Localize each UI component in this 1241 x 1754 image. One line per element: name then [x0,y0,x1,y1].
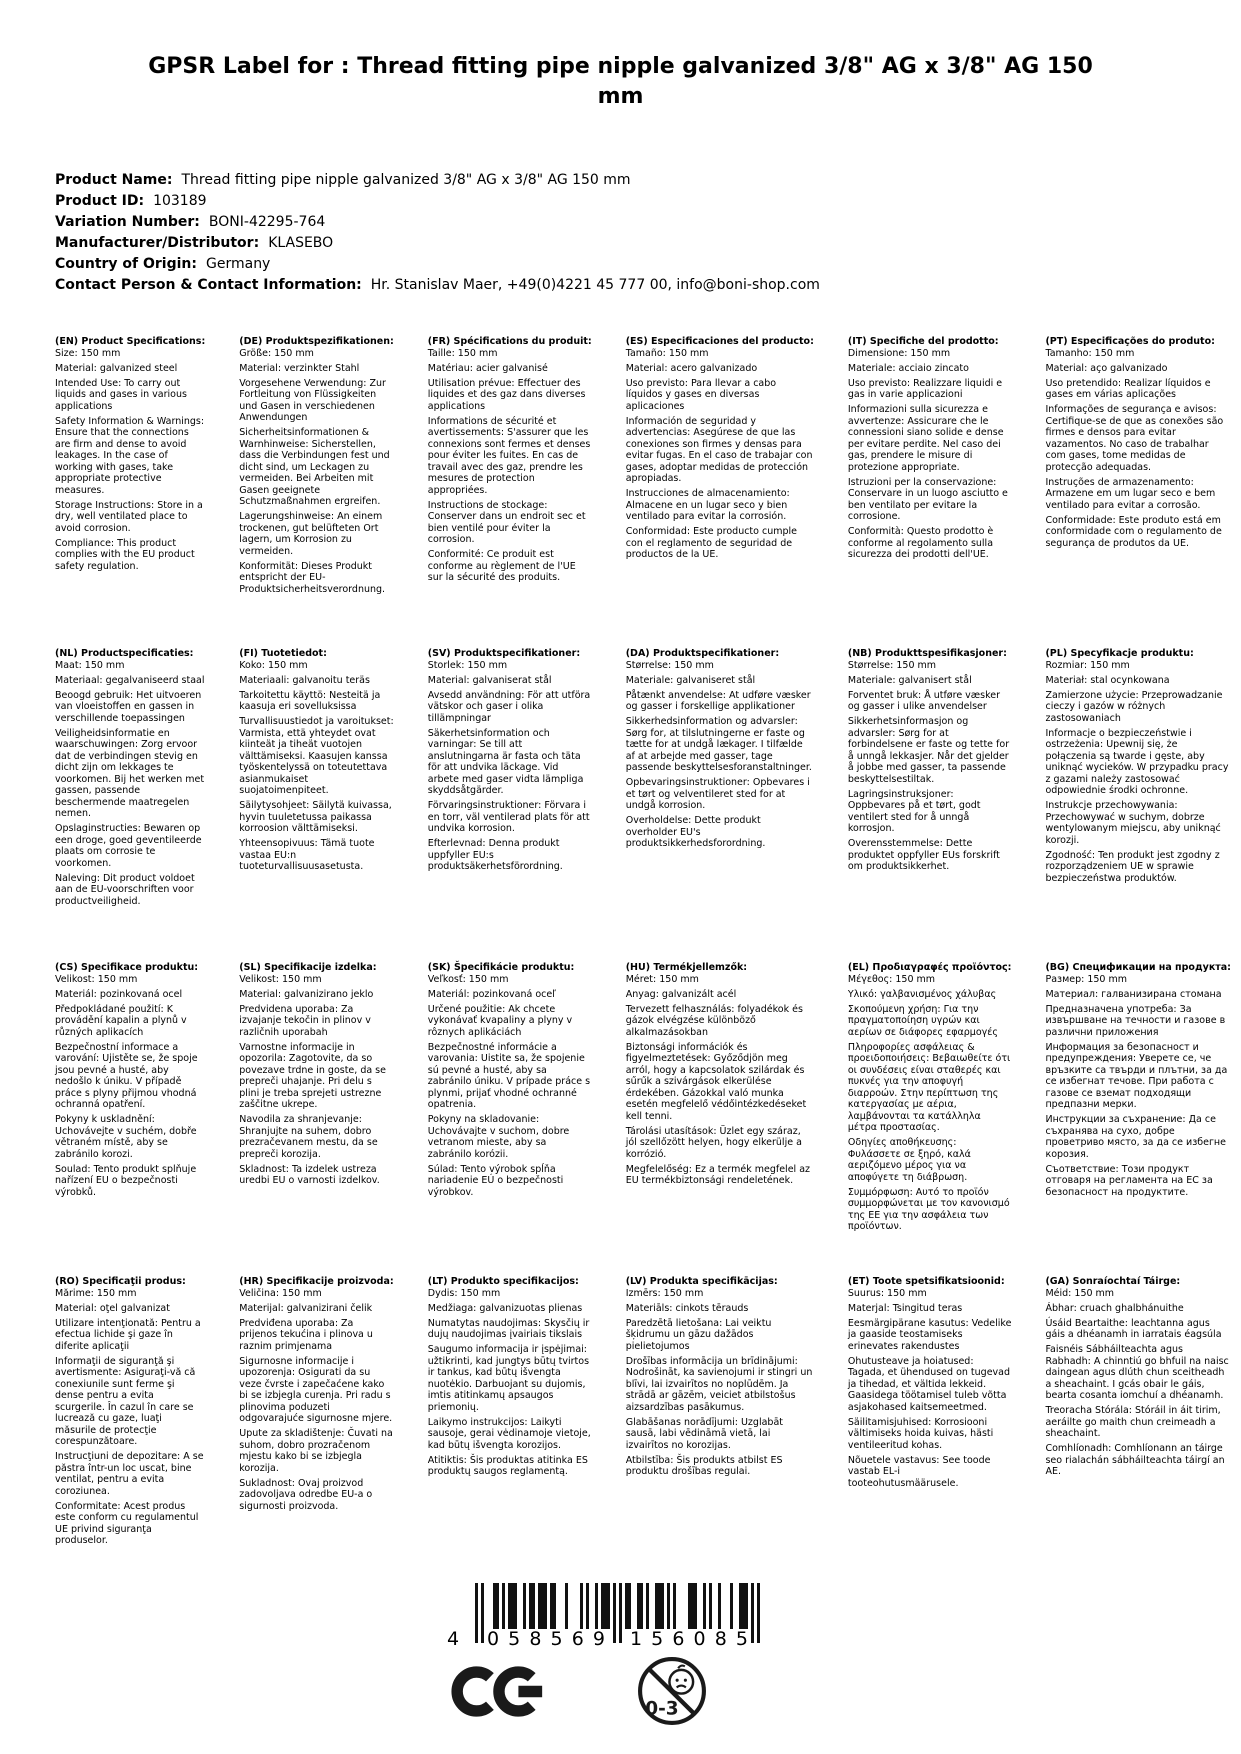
spec-paragraph: Tamaño: 150 mm [625,347,709,359]
spec-paragraph: Koko: 150 mm [239,659,308,671]
spec-block-lt [428,1276,616,1550]
spec-block-sv [428,648,616,962]
spec-block-da [626,648,838,962]
spec-paragraph: Tarkoitettu käyttö: Nesteitä ja kaasuja eri sovelluksissa [239,689,381,712]
spec-paragraph: Turvallisuustiedot ja varoitukset: Varmista, että yhteydet ovat kiinteät ja tiheät vuotojen välttämiseksi. Kaasujen kanssa työskentelyssä on toteutettava asianmukaiset suojatoimenpiteet. [239,716,394,796]
spec-block-sl [239,962,418,1276]
spec-paragraph: Bezpečnostné informácie a varovania: Uistite sa, že spojenie sú pevné a husté, aby sa zabránilo úniku. V prípade práce s plynmi, prijať vhodné ochranné opatrenia. [427,1041,591,1110]
spec-block-ga [1045,1276,1241,1550]
spec-header-pl: (PL) Specyfikacje produktu: [1045,648,1194,659]
spec-paragraph: Информация за безопасност и предупреждения: Уверете се, че връзките са твърди и плътни, за да се избегнат течове. При работа с газове се вземат подходящи предпазни мерки. [1045,1041,1228,1110]
spec-block-et [848,1276,1036,1550]
spec-header-nb: (NB) Produkttspesifikasjoner: [847,648,1007,659]
spec-paragraph: Størrelse: 150 mm [847,659,937,671]
spec-paragraph: Méid: 150 mm [1045,1287,1115,1299]
spec-paragraph: Material: aço galvanizado [1045,362,1168,374]
spec-paragraph: Storlek: 150 mm [427,659,508,671]
spec-paragraph: Materiale: galvanisert stål [847,674,972,686]
spec-paragraph: Uso pretendido: Realizar líquidos e gases em várias aplicações [1045,377,1211,400]
spec-paragraph: Dydis: 150 mm [427,1287,501,1299]
spec-paragraph: Medžiaga: galvanizuotas plienas [427,1302,583,1314]
product-id-value: 103189 [153,193,207,209]
spec-paragraph: Atbilstība: Šis produkts atbilst ES produktu drošības regulai. [625,1454,783,1477]
spec-paragraph: Yhteensopivuus: Tämä tuote vastaa EU:n tuoteturvallisuusasetusta. [239,838,375,872]
spec-paragraph: Izmērs: 150 mm [625,1287,704,1299]
spec-paragraph: Förvaringsinstruktioner: Förvara i en torr, väl ventilerad plats för att undvika korrosion. [427,800,590,834]
spec-block-en [55,336,229,648]
spec-paragraph: Säilytysohjeet: Säilytä kuivassa, hyvin tuuletetussa paikassa korroosion välttämiseksi. [239,800,392,834]
spec-paragraph: Materiale: acciaio zincato [847,362,969,374]
spec-paragraph: Compliance: This product complies with the EU product safety regulation. [55,537,195,572]
spec-paragraph: Størrelse: 150 mm [625,659,714,671]
spec-header-nl: (NL) Productspecificaties: [55,648,194,659]
spec-paragraph: Pokyny k uskladnění: Uchovávejte v suchém, dobře větraném místě, aby se zabránilo korozi. [55,1114,197,1160]
product-info-row [55,233,1186,254]
spec-header-ga: (GA) Sonraíochtaí Táirge: [1045,1276,1181,1287]
spec-paragraph: Megfelelőség: Ez a termék megfelel az EU termékbiztonsági rendeletének. [625,1163,811,1186]
country-of-origin-value: Germany [206,256,271,272]
spec-paragraph: Materiaali: galvanoitu teräs [239,674,370,686]
spec-paragraph: Efterlevnad: Denna produkt uppfyller EU:s produktsäkerhetsförordning. [427,838,563,872]
spec-paragraph: Instrucciones de almacenamiento: Almacene en un lugar seco y bien ventilado para evitar la corrosión. [625,488,790,522]
spec-paragraph: Conformità: Questo prodotto è conforme al regolamento sulla sicurezza dei prodotti dell'UE. [847,526,994,560]
spec-paragraph: Conformité: Ce produit est conforme au règlement de l'UE sur la sécurité des produits. [427,549,576,583]
spec-paragraph: Forventet bruk: Å utføre væsker og gasser i ulike anvendelser [847,689,1000,712]
spec-paragraph: Предназначена употреба: За извършване на течности и газове в различни приложения [1045,1003,1226,1038]
spec-paragraph: Méret: 150 mm [625,973,699,985]
spec-paragraph: Veiligheidsinformatie en waarschuwingen: Zorg ervoor dat de verbindingen stevig en dicht zijn om lekkages te voorkomen. Bij het werken met gassen, passende beschermende maatregelen nemen. [55,727,205,819]
spec-paragraph: Nõuetele vastavus: See toode vastab EL-i tooteohutusmäärusele. [847,1454,991,1489]
spec-paragraph: Konformität: Dieses Produkt entspricht der EU-Produktsicherheitsverordnung. [239,560,386,595]
spec-block-pl [1045,648,1241,962]
spec-paragraph: Atitiktis: Šis produktas atitinka ES produktų saugos reglamentą. [427,1454,588,1477]
spec-block-hu [626,962,838,1276]
spec-paragraph: Súlad: Tento výrobok spĺňa nariadenie EÚ o bezpečnosti výrobkov. [427,1163,564,1198]
spec-paragraph: Informações de segurança e avisos: Certifique-se de que as conexões são firmes e densos para evitar vazamentos. No caso de trabalhar com gases, tome medidas de protecção adequadas. [1045,404,1224,473]
spec-paragraph: Material: galvanizirano jeklo [239,988,374,1000]
spec-header-el: (EL) Προδιαγραφές προϊόντος: [847,962,1012,973]
spec-block-nb [848,648,1036,962]
page-title-wrap [0,52,1241,112]
spec-paragraph: Materjal: Tsingitud teras [847,1302,963,1314]
spec-block-fr [428,336,616,648]
spec-header-sl: (SL) Specifikacije izdelka: [239,962,377,973]
spec-paragraph: Size: 150 mm [55,347,121,359]
product-info-row [55,170,1186,191]
spec-paragraph: Beoogd gebruik: Het uitvoeren van vloeistoffen en gassen in verschillende toepassingen [55,689,202,724]
spec-header-lt: (LT) Produkto specifikacijos: [427,1276,579,1287]
spec-paragraph: Taille: 150 mm [427,347,498,359]
spec-paragraph: Veľkosť: 150 mm [427,973,509,985]
spec-header-en: (EN) Product Specifications: [55,336,206,347]
spec-paragraph: Opslaginstructies: Bewaren op een droge, goed geventileerde plaats om corrosie te voorkomen. [55,823,202,869]
spec-paragraph: Материал: галванизирана стомана [1045,988,1222,1000]
barcode-digits-group1: 058569 [486,1628,605,1649]
spec-paragraph: Varnostne informacije in opozorila: Zagotovite, da so povezave trdne in goste, da se prepreči uhajanje. Pri delu s plini je treba sprejeti ustrezne zaščitne ukrepe. [239,1041,386,1110]
spec-paragraph: Úsáid Beartaithe: leachtanna agus gáis a dhéanamh in iarratais éagsúla [1045,1317,1222,1340]
spec-paragraph: Materijal: galvanizirani čelik [239,1302,373,1314]
ean13-barcode [445,1583,765,1649]
contact-value: Hr. Stanislav Maer, +49(0)4221 45 777 00, info@boni-shop.com [370,277,820,293]
spec-paragraph: Lagerungshinweise: An einem trockenen, gut belüfteten Ort lagern, um Korrosion zu vermeiden. [239,511,383,557]
spec-paragraph: Uso previsto: Para llevar a cabo líquidos y gases en diversas aplicaciones [625,377,777,412]
spec-paragraph: Material: galvanized steel [55,362,178,374]
spec-paragraph: Material: acero galvanizado [625,362,758,374]
spec-paragraph: Informacje o bezpieczeństwie i ostrzeżenia: Upewnij się, że połączenia są twarde i gęste, aby uniknąć wycieków. W przypadku pracy z gazami należy zastosować odpowiednie środki ochronne. [1045,727,1229,796]
spec-paragraph: Vorgesehene Verwendung: Zur Fortleitung von Flüssigkeiten und Gasen in verschiedenen Anwendungen [239,377,386,423]
spec-paragraph: Anyag: galvanizált acél [625,988,737,1000]
spec-header-pt: (PT) Especificações do produto: [1045,336,1215,347]
spec-paragraph: Material: galvaniserat stål [427,674,552,686]
spec-block-nl [55,648,229,962]
spec-paragraph: Ábhar: cruach ghalbhánuithe [1045,1302,1184,1314]
spec-paragraph: Utilisation prévue: Effectuer des liquides et des gaz dans diverses applications [427,377,586,412]
spec-header-it: (IT) Specifiche del prodotto: [847,336,999,347]
barcode-area [0,1583,1225,1649]
spec-header-hu: (HU) Termékjellemzők: [625,962,748,973]
spec-header-sk: (SK) Špecifikácie produktu: [427,962,575,973]
spec-paragraph: Informations de sécurité et avertissements: S'assurer que les connexions sont fermes et denses pour éviter les fuites. En cas de travail avec des gaz, prendre les mesures de protection appropriées. [427,415,591,496]
spec-paragraph: Faisnéis Sábháilteachta agus Rabhadh: A chinntiú go bhfuil na naisc daingean agus dlúth chun sceitheadh a sheachaint. I gcás obair le gáis, bearta cosanta iomchuí a dhéanamh. [1045,1344,1229,1401]
spec-header-de: (DE) Produktspezifikationen: [239,336,394,347]
spec-paragraph: Materiāls: cinkots tērauds [625,1302,749,1314]
spec-paragraph: Velikost: 150 mm [239,973,322,985]
spec-paragraph: Upute za skladištenje: Čuvati na suhom, dobro prozračenom mjestu kako bi se izbjegla korozija. [239,1428,393,1474]
spec-header-hr: (HR) Specifikacije proizvoda: [239,1276,394,1287]
spec-header-fi: (FI) Tuotetiedot: [239,648,327,659]
spec-paragraph: Biztonsági információk és figyelmeztetések: Győződjön meg arról, hogy a kapcsolatok szilárdak és sűrűk a szivárgások elkerülése érdekében. Gázokkal való munka esetén megfelelő védőintézkedéseket kell tenni. [625,1041,807,1122]
spec-header-ro: (RO) Specificaţii produs: [55,1276,186,1287]
spec-paragraph: Säilitamisjuhised: Korrosiooni vältimiseks hoida kuivas, hästi ventileeritud kohas. [847,1416,994,1451]
product-info-row [55,275,1186,296]
spec-block-pt [1045,336,1241,648]
spec-header-bg: (BG) Спецификации на продукта: [1045,962,1231,973]
spec-paragraph: Utilizare intenţionată: Pentru a efectua lichide şi gaze în diferite aplicaţii [55,1317,201,1352]
spec-paragraph: Instructions de stockage: Conserver dans un endroit sec et bien ventilé pour éviter la corrosion. [427,499,586,545]
spec-paragraph: Materiál: pozinkovaná oceľ [427,988,556,1000]
spec-paragraph: Drošības informācija un brīdinājumi: Nodrošināt, ka savienojumi ir stingri un blīvi, lai izvairītos no noplūdēm. Ja strādā ar gāzēm, veiciet atbilstošus aizsardzības pasākumus. [625,1355,813,1413]
spec-paragraph: Informazioni sulla sicurezza e avvertenze: Assicurare che le connessioni siano solide e dense per evitare perdite. Nel caso dei gas, prendere le misure di protezione appropriate. [847,404,1004,473]
spec-paragraph: Predviđena uporaba: Za prijenos tekućina i plinova u raznim primjenama [239,1317,373,1352]
spec-paragraph: Säkerhetsinformation och varningar: Se till att anslutningarna är fasta och täta för att undvika läckage. Vid arbete med gaser vidta lämpliga skyddsåtgärder. [427,727,584,796]
spec-paragraph: Storage Instructions: Store in a dry, well ventilated place to avoid corrosion. [55,499,203,534]
spec-paragraph: Размер: 150 mm [1045,973,1127,985]
spec-paragraph: Předpokládané použití: K provádění kapalin a plynů v různých aplikacích [55,1003,187,1038]
spec-header-es: (ES) Especificaciones del producto: [625,336,814,347]
spec-paragraph: Maat: 150 mm [55,659,125,671]
spec-paragraph: Uso previsto: Realizzare liquidi e gas in varie applicazioni [847,377,1003,400]
manufacturer-label: Manufacturer/Distributor: [55,235,260,251]
spec-paragraph: Safety Information & Warnings: Ensure that the connections are firm and dense to avoid leakages. In the case of working with gases, take appropriate protective measures. [55,415,205,496]
spec-paragraph: Instrucţiuni de depozitare: A se păstra într-un loc uscat, bine ventilat, pentru a evita coroziunea. [55,1451,204,1497]
product-info [55,170,1186,296]
spec-paragraph: Matériau: acier galvanisé [427,362,548,374]
spec-paragraph: Numatytas naudojimas: Skysčių ir dujų naudojimas įvairiais tikslais [427,1317,590,1340]
contact-label: Contact Person & Contact Information: [55,277,362,293]
spec-paragraph: Rozmiar: 150 mm [1045,659,1130,671]
spec-header-sv: (SV) Produktspecifikationer: [427,648,581,659]
spec-header-fr: (FR) Spécifications du produit: [427,336,592,347]
spec-paragraph: Zamierzone użycie: Przeprowadzanie cieczy i gazów w różnych zastosowaniach [1045,689,1223,724]
variation-number-value: BONI-42295-764 [208,214,326,230]
spec-paragraph: Naleving: Dit product voldoet aan de EU-voorschriften voor productveiligheid. [55,872,195,907]
spec-paragraph: Material: oţel galvanizat [55,1302,170,1314]
spec-header-lv: (LV) Produkta specifikācijas: [625,1276,778,1287]
spec-paragraph: Dimensione: 150 mm [847,347,951,359]
spec-paragraph: Μέγεθος: 150 mm [847,973,936,985]
spec-paragraph: Predvidena uporaba: Za izvajanje tekočin in plinov v različnih uporabah [239,1003,371,1038]
spec-paragraph: Veličina: 150 mm [239,1287,322,1299]
spec-paragraph: Comhlíonadh: Comhlíonann an táirge seo rialachán sábháilteachta táirgí an AE. [1045,1443,1225,1477]
spec-block-hr [239,1276,418,1550]
spec-paragraph: Saugumo informacija ir įspėjimai: užtikrinti, kad jungtys būtų tvirtos ir tankus, kad būtų išvengta nuotėkio. Darbuojant su dujomis, imtis atitinkamų apsaugos priemonių. [427,1344,590,1413]
spec-paragraph: Velikost: 150 mm [55,973,138,985]
spec-paragraph: Sikkerhedsinformation og advarsler: Sørg for, at tilslutningerne er faste og tætte for at undgå lækager. I tilfælde af at arbejde med gasser, tage passende beskyttelsesforanstaltninger. [625,716,812,773]
spec-paragraph: Información de seguridad y advertencias: Asegúrese de que las conexiones son firmes y densas para evitar fugas. En el caso de trabajar con gases, adoptar medidas de protección apropiadas. [625,415,813,484]
spec-paragraph: Tamanho: 150 mm [1045,347,1135,359]
spec-paragraph: Intended Use: To carry out liquids and gases in various applications [55,377,187,412]
spec-paragraph: Materiale: galvaniseret stål [625,674,756,686]
spec-paragraph: Sigurnosne informacije i upozorenja: Osigurati da su veze čvrste i zapečaćene kako bi se izbjegla curenja. Pri radu s plinovima poduzeti odgovarajuće sigurnosne mjere. [239,1355,393,1424]
spec-header-et: (ET) Toote spetsifikatsioonid: [847,1276,1005,1287]
language-spec-grid [55,336,1231,1550]
spec-paragraph: Soulad: Tento produkt splňuje nařízení EU o bezpečnosti výrobků. [55,1163,197,1198]
product-info-row [55,254,1186,275]
spec-paragraph: Material: verzinkter Stahl [239,362,360,374]
spec-paragraph: Materiał: stal ocynkowana [1045,674,1170,686]
spec-paragraph: Istruzioni per la conservazione: Conservare in un luogo asciutto e ben ventilato per evitare la corrosione. [847,476,1008,522]
spec-header-cs: (CS) Specifikace produktu: [55,962,199,973]
spec-paragraph: Tárolási utasítások: Üzlet egy száraz, jól szellőzött helyen, hogy elkerülje a korrózió. [625,1125,802,1160]
spec-paragraph: Sikkerhetsinformasjon og advarsler: Sørg for at forbindelsene er faste og tette for å unngå lekkasjer. Når det gjelder å jobbe med gasser, ta passende beskyttelsestiltak. [847,716,1010,785]
spec-paragraph: Πληροφορίες ασφάλειας & προειδοποιήσεις: Βεβαιωθείτε ότι οι συνδέσεις είναι σταθερές και πυκνές για την αποφυγή διαρροών. Στην περίπτωση της κατεργασίας με αέρια, λαμβάνονται τα κατάλληλα μέτρα προστασίας. [847,1041,1011,1133]
barcode-digits-group2: 156085 [629,1628,748,1649]
spec-block-es [626,336,838,648]
spec-paragraph: Materiaal: gegalvaniseerd staal [55,674,205,686]
spec-paragraph: Conformidad: Este producto cumple con el reglamento de seguridad de productos de la UE. [625,526,798,560]
spec-paragraph: Opbevaringsinstruktioner: Opbevares i et tørt og velventileret sted for at undgå korrosion. [625,777,810,811]
spec-block-el [848,962,1036,1276]
spec-header-da: (DA) Produktspecifikationer: [625,648,780,659]
spec-paragraph: Paredzētā lietošana: Lai veiktu šķidrumu un gāzu dažādos pielietojumos [625,1317,772,1352]
spec-paragraph: Suurus: 150 mm [847,1287,927,1299]
spec-paragraph: Laikymo instrukcijos: Laikyti sausoje, gerai vėdinamoje vietoje, kad būtų išvengta korozijos. [427,1416,591,1451]
spec-paragraph: Tervezett felhasználás: folyadékok és gázok elvégzése különböző alkalmazásokban [625,1003,803,1038]
compliance-marks [0,1656,1199,1726]
variation-number-label: Variation Number: [55,214,200,230]
spec-paragraph: Treoracha Stórála: Stóráil in áit tirim, aeráilte go maith chun creimeadh a sheachaint. [1045,1405,1221,1439]
product-id-label: Product ID: [55,193,145,209]
product-name-label: Product Name: [55,172,173,188]
spec-paragraph: Overholdelse: Dette produkt overholder EU's produktsikkerhedsforordning. [625,815,766,849]
spec-paragraph: Инструкции за съхранение: Да се съхранява на сухо, добре проветриво място, за да се избегне корозия. [1045,1114,1226,1160]
spec-block-sk [428,962,616,1276]
spec-block-it [848,336,1036,648]
spec-paragraph: Instrukcje przechowywania: Przechowywać w suchym, dobrze wentylowanym miejscu, aby uniknąć korozji. [1045,800,1221,846]
spec-paragraph: Съответствие: Този продукт отговаря на регламента на ЕС за безопасност на продуктите. [1045,1163,1213,1198]
spec-paragraph: Eesmärgipärane kasutus: Vedelike ja gaaside teostamiseks erinevates rakendustes [847,1317,1012,1352]
spec-paragraph: Mărime: 150 mm [55,1287,137,1299]
spec-block-lv [626,1276,838,1550]
manufacturer-value: KLASEBO [268,235,334,251]
spec-block-de [239,336,418,648]
ce-mark-icon [450,1663,545,1720]
spec-paragraph: Overensstemmelse: Dette produktet oppfyller EUs forskrift om produktsikkerhet. [847,838,1000,872]
spec-paragraph: Ohutusteave ja hoiatused: Tagada, et ühendused on tugevad ja tihedad, et vältida lekkeid. Gaasidega töötamisel tuleb võtta asjakohased kaitsemeetmed. [847,1355,1011,1413]
spec-paragraph: Sukladnost: Ovaj proizvod zadovoljava odredbe EU-a o sigurnosti proizvoda. [239,1477,373,1512]
spec-paragraph: Informaţii de siguranţă şi avertismente: Asiguraţi-vă că conexiunile sunt ferme şi dense pentru a evita scurgerile. În cazul în care se lucrează cu gaze, luaţi măsurile de protecţie corespunzătoare. [55,1355,196,1447]
spec-paragraph: Υλικό: γαλβανισμένος χάλυβας [847,988,997,1000]
spec-paragraph: Pokyny na skladovanie: Uchovávajte v suchom, dobre vetranom mieste, aby sa zabránilo korózii. [427,1114,570,1160]
spec-paragraph: Skladnost: Ta izdelek ustreza uredbi EU o varnosti izdelkov. [239,1163,380,1186]
age-warning-0-3-icon [637,1656,707,1726]
product-name-value: Thread fitting pipe nipple galvanized 3/8" AG x 3/8" AG 150 mm [181,172,631,188]
spec-paragraph: Größe: 150 mm [239,347,314,359]
page-title: GPSR Label for : Thread fitting pipe nipple galvanized 3/8" AG x 3/8" AG 150 mm [148,54,1093,109]
spec-paragraph: Avsedd användning: För att utföra vätskor och gaser i olika tillämpningar [427,689,591,724]
product-info-row [55,191,1186,212]
spec-block-bg [1045,962,1241,1276]
spec-block-fi [239,648,418,962]
product-info-row [55,212,1186,233]
spec-paragraph: Bezpečnostní informace a varování: Ujistěte se, že spoje jsou pevné a husté, aby nedošlo k úniku. V případě práce s plyny přijmou vhodná ochranná opatření. [55,1041,198,1110]
spec-paragraph: Určené použitie: Ak chcete vykonávať kvapaliny a plyny v rôznych aplikáciách [427,1003,573,1038]
age-warning-text: 0-3 [645,1698,679,1720]
country-of-origin-label: Country of Origin: [55,256,197,272]
spec-paragraph: Σκοπούμενη χρήση: Για την πραγματοποίηση υγρών και αερίων σε διάφορες εφαρμογές [847,1003,998,1038]
spec-paragraph: Materiál: pozinkovaná ocel [55,988,183,1000]
spec-paragraph: Instruções de armazenamento: Armazene em um lugar seco e bem ventilado para evitar a corrosão. [1045,476,1216,511]
spec-block-cs [55,962,229,1276]
spec-paragraph: Οδηγίες αποθήκευσης: Φυλάσσετε σε ξηρό, καλά αεριζόμενο μέρος για να αποφύγετε τη διάβρωση. [847,1137,971,1183]
spec-paragraph: Sicherheitsinformationen & Warnhinweise: Sicherstellen, dass die Verbindungen fest und dicht sind, um Leckagen zu vermeiden. Bei Arbeiten mit Gasen geeignete Schutzmaßnahmen ergreifen. [239,427,390,507]
spec-paragraph: Lagringsinstruksjoner: Oppbevares på et tørt, godt ventilert sted for å unngå korrosjon. [847,788,981,834]
spec-paragraph: Navodila za shranjevanje: Shranjujte na suhem, dobro prezračevanem mestu, da se prepreči korozija. [239,1114,378,1160]
spec-block-ro [55,1276,229,1550]
spec-paragraph: Conformitate: Acest produs este conform cu regulamentul UE privind siguranţa produselor. [55,1500,199,1546]
spec-paragraph: Conformidade: Este produto está em conformidade com o regulamento de segurança de produtos da UE. [1045,514,1222,549]
spec-paragraph: Glabāšanas norādījumi: Uzglabāt sausā, labi vēdināmā vietā, lai izvairītos no korozijas. [625,1416,783,1451]
spec-paragraph: Συμμόρφωση: Αυτό το προϊόν συμμορφώνεται με τον κανονισμό της ΕΕ για την ασφάλεια των προϊόντων. [847,1186,1010,1232]
spec-paragraph: Påtænkt anvendelse: At udføre væsker og gasser i forskellige applikationer [625,689,811,712]
barcode-digit-left: 4 [446,1628,459,1649]
spec-paragraph: Zgodność: Ten produkt jest zgodny z rozporządzeniem UE w sprawie bezpieczeństwa produktów. [1045,849,1220,884]
